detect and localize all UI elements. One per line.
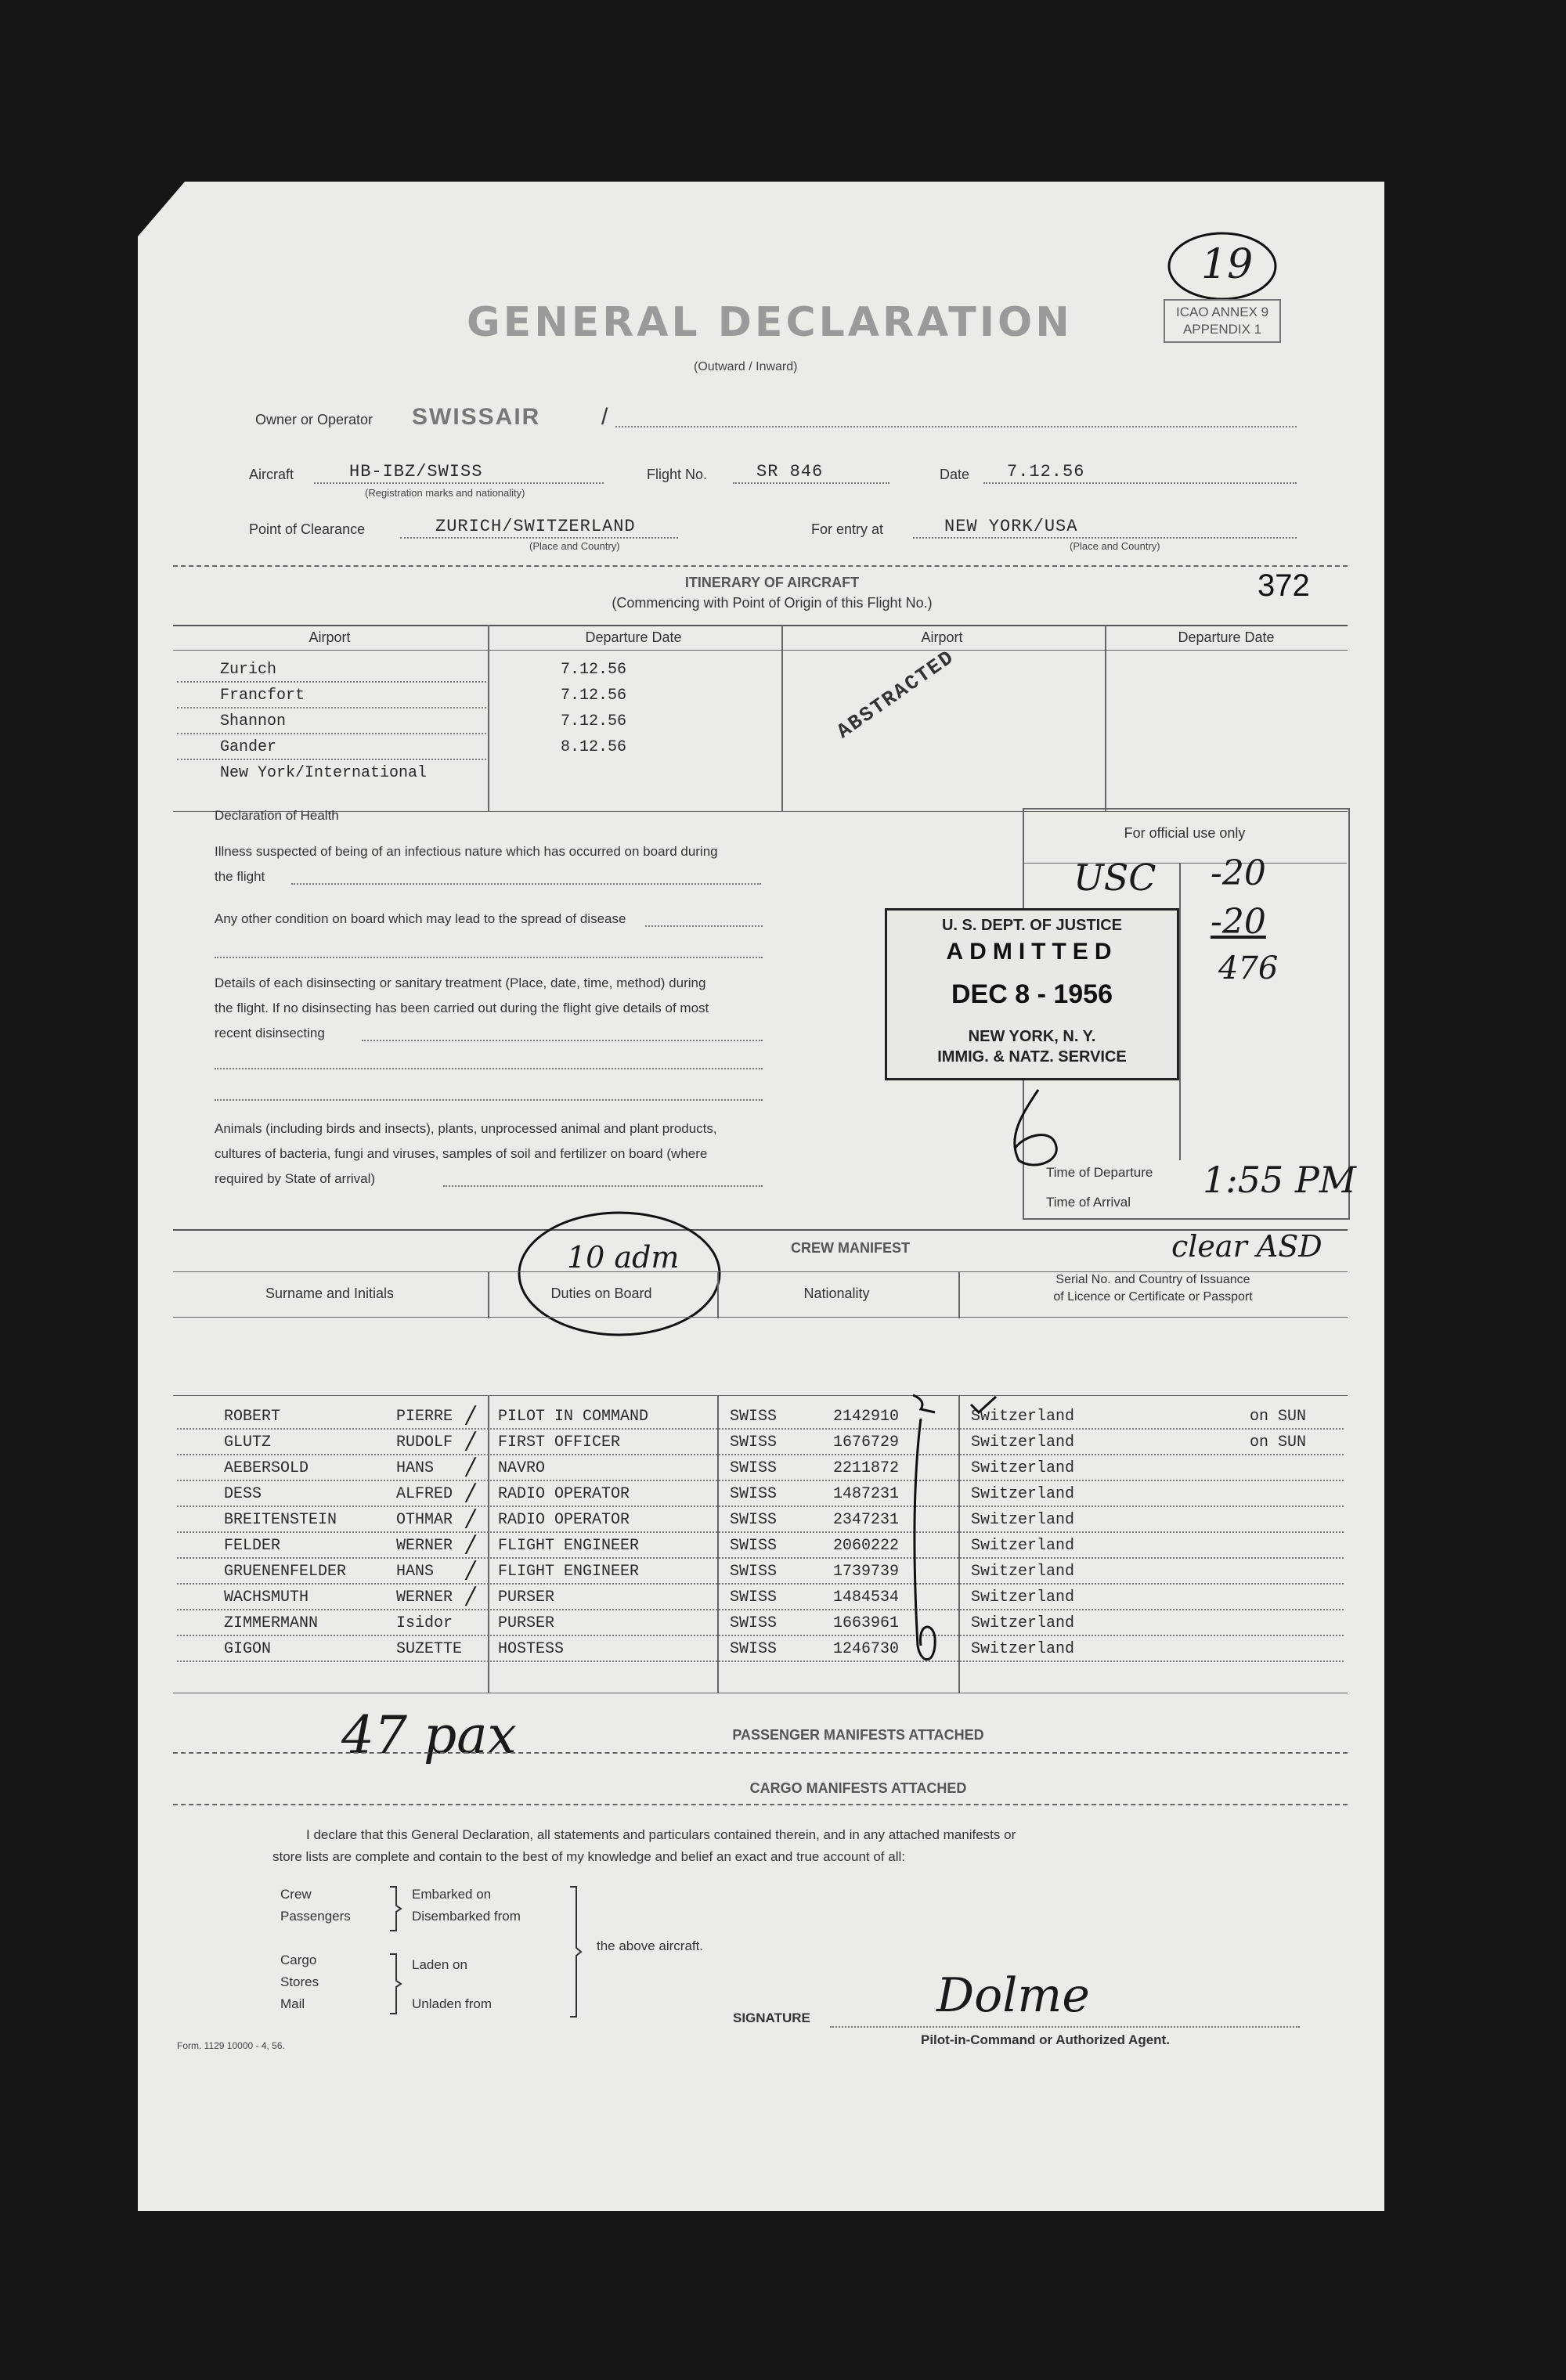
crew-col-nationality: Nationality <box>803 1286 870 1301</box>
entry-label: For entry at <box>811 521 884 537</box>
crew-nat: SWISS <box>730 1640 778 1658</box>
health-q2-line <box>645 925 763 927</box>
crew-nat: SWISS <box>730 1614 778 1632</box>
stamp-line5: IMMIG. & NATZ. SERVICE <box>937 1048 1127 1066</box>
itinerary-date-1: 7.12.56 <box>561 661 627 679</box>
itinerary-divider-3 <box>1105 625 1106 811</box>
bracket-icon-3 <box>567 1885 583 2018</box>
itinerary-subtitle: (Commencing with Point of Origin of this Flight No.) <box>612 595 933 611</box>
crew-country: Switzerland <box>971 1588 1075 1606</box>
itinerary-date-3: 7.12.56 <box>561 712 627 730</box>
crew-row-line <box>177 1506 1344 1507</box>
crew-nat: SWISS <box>730 1537 778 1555</box>
flight-value: SR 846 <box>756 462 824 481</box>
crew-row-line <box>177 1609 1344 1610</box>
itinerary-row-line-1 <box>177 681 486 683</box>
crew-country: Switzerland <box>971 1614 1075 1632</box>
crew-duty: RADIO OPERATOR <box>498 1511 630 1529</box>
crew-country: Switzerland <box>971 1433 1075 1451</box>
crew-country: Switzerland <box>971 1485 1075 1503</box>
decl-laden: Laden on <box>412 1957 467 1972</box>
crew-country: Switzerland <box>971 1511 1075 1529</box>
crew-duty: HOSTESS <box>498 1640 565 1658</box>
crew-first: Isidor <box>396 1614 453 1632</box>
owner-line <box>615 426 1297 427</box>
crew-duty: FIRST OFFICER <box>498 1433 621 1451</box>
crew-row-line <box>177 1661 1344 1662</box>
crew-nat: SWISS <box>730 1511 778 1529</box>
health-q1-line <box>291 883 761 885</box>
decl-cargo: Cargo <box>280 1953 317 1967</box>
crew-header-rule <box>173 1317 1348 1318</box>
annex-box <box>1164 299 1281 343</box>
crew-duty: PILOT IN COMMAND <box>498 1408 649 1426</box>
decl-mail: Mail <box>280 1996 305 2011</box>
crew-surname: ZIMMERMANN <box>224 1614 319 1632</box>
declaration-paper <box>138 182 1384 2211</box>
tick-mark-icon: / <box>467 1427 475 1455</box>
crew-first: HANS <box>396 1563 435 1581</box>
crew-surname: GRUENENFELDER <box>224 1563 347 1581</box>
health-q1-line2: the flight <box>215 869 265 884</box>
crew-serial: 1676729 <box>833 1433 900 1451</box>
itinerary-airport-4: Gander <box>220 738 277 756</box>
crew-duty: PURSER <box>498 1588 555 1606</box>
bracket-icon <box>387 1885 402 1932</box>
crew-duty: NAVRO <box>498 1459 546 1477</box>
health-q3-line1: Details of each disinsecting or sanitary treatment (Place, date, time, method) during <box>215 975 706 990</box>
crew-first: HANS <box>396 1459 435 1477</box>
crew-top-rule <box>173 1229 1348 1231</box>
cargo-manifests: CARGO MANIFESTS ATTACHED <box>749 1780 967 1796</box>
health-q1-line1: Illness suspected of being of an infectious nature which has occurred on board during <box>215 844 718 859</box>
crew-nat: SWISS <box>730 1485 778 1503</box>
crew-duty: FLIGHT ENGINEER <box>498 1537 640 1555</box>
aircraft-value: HB-IBZ/SWISS <box>349 462 483 481</box>
stamp-line3: DEC 8 - 1956 <box>951 979 1113 1009</box>
annex-line2: APPENDIX 1 <box>1182 322 1262 337</box>
itinerary-row-line-4 <box>177 759 486 760</box>
crew-surname: DESS <box>224 1485 262 1503</box>
official-hand-20b: -20 <box>1211 902 1266 942</box>
crew-list-top-rule <box>173 1395 1348 1396</box>
crew-col-surname: Surname and Initials <box>265 1286 395 1301</box>
form-number: Form. 1129 10000 - 4, 56. <box>177 2040 285 2051</box>
signature-label: SIGNATURE <box>733 2010 810 2025</box>
stamp-line4: NEW YORK, N. Y. <box>968 1028 1096 1045</box>
crew-row-line <box>177 1583 1344 1585</box>
decl-embarked: Embarked on <box>412 1887 492 1902</box>
crew-first: PIERRE <box>396 1408 453 1426</box>
aircraft-label: Aircraft <box>249 467 294 482</box>
crew-manifest-title: CREW MANIFEST <box>791 1240 910 1256</box>
health-q4-line1: Animals (including birds and insects), plants, unprocessed animal and plant products, <box>215 1121 717 1136</box>
clearance-label: Point of Clearance <box>249 521 366 537</box>
tick-mark-icon: / <box>467 1453 475 1480</box>
crew-header-div-3 <box>958 1271 960 1318</box>
tick-mark-icon: / <box>467 1505 475 1532</box>
date-value: 7.12.56 <box>1007 462 1085 481</box>
health-q2: Any other condition on board which may lead to the spread of disease <box>215 911 626 926</box>
official-use-title: For official use only <box>1124 825 1246 841</box>
time-of-arrival-label: Time of Arrival <box>1046 1195 1131 1210</box>
crew-row-line <box>177 1480 1344 1481</box>
flight-label: Flight No. <box>647 467 708 482</box>
crew-country: Switzerland <box>971 1563 1075 1581</box>
itinerary-divider-2 <box>781 625 783 811</box>
date-label: Date <box>940 467 970 482</box>
itinerary-airport-3: Shannon <box>220 712 287 730</box>
crew-country: Switzerland <box>971 1537 1075 1555</box>
crew-serial: 1246730 <box>833 1640 900 1658</box>
abstracted-stamp: ABSTRACTED <box>832 645 959 744</box>
crew-serial: 2211872 <box>833 1459 900 1477</box>
health-q3-line3: recent disinsecting <box>215 1026 325 1040</box>
crew-country: Switzerland <box>971 1459 1075 1477</box>
page-number-handwritten: 19 <box>1201 241 1254 288</box>
crew-note: on SUN <box>1250 1433 1307 1451</box>
clearance-value: ZURICH/SWITZERLAND <box>435 517 636 536</box>
official-hand-usc: USC <box>1073 856 1156 899</box>
crew-country: Switzerland <box>971 1640 1075 1658</box>
crew-bracket-mark <box>889 1387 968 1669</box>
document-subtitle: (Outward / Inward) <box>694 360 798 373</box>
itinerary-row-line-2 <box>177 707 486 709</box>
crew-header-div-2 <box>717 1271 719 1318</box>
itinerary-airport-1: Zurich <box>220 661 277 679</box>
crew-surname: BREITENSTEIN <box>224 1511 337 1529</box>
crew-nat: SWISS <box>730 1563 778 1581</box>
crew-nat: SWISS <box>730 1433 778 1451</box>
cargo-rule <box>173 1804 1348 1805</box>
tick-mark-icon: / <box>467 1556 475 1584</box>
clearance-line <box>400 537 678 539</box>
crew-serial: 2142910 <box>833 1408 900 1426</box>
passenger-rule <box>173 1752 1348 1754</box>
immigration-stamp <box>885 908 1179 1080</box>
official-hand-476: 476 <box>1218 950 1279 986</box>
health-q3-line2: the flight. If no disinsecting has been carried out during the flight give details of most <box>215 1001 709 1015</box>
crew-div-2 <box>717 1395 719 1693</box>
itinerary-date-2: 7.12.56 <box>561 687 627 705</box>
itinerary-col-departure2: Departure Date <box>1178 629 1275 645</box>
time-of-arrival-hand: 1:55 PM <box>1203 1159 1356 1201</box>
stamp-line2: ADMITTED <box>946 939 1118 965</box>
health-q3-line <box>362 1040 763 1041</box>
crew-row-line <box>177 1428 1344 1430</box>
crew-serial: 1739739 <box>833 1563 900 1581</box>
flight-line <box>733 482 889 484</box>
crew-first: OTHMAR <box>396 1511 453 1529</box>
signature-hand: Dolme <box>936 1968 1090 2023</box>
health-q3-line3b <box>215 1099 763 1101</box>
crew-col-serial-2: of Licence or Certificate or Passport <box>1053 1290 1253 1304</box>
itinerary-airport-5: New York/International <box>220 764 428 782</box>
crew-first: WERNER <box>396 1588 453 1606</box>
health-q3-line2b <box>215 1068 763 1069</box>
crew-note: on SUN <box>1250 1408 1307 1426</box>
declaration-line2: store lists are complete and contain to the best of my knowledge and belief an exact and true account of all: <box>272 1849 905 1864</box>
crew-div-1 <box>488 1395 489 1693</box>
passenger-count-hand: 47 pax <box>341 1705 517 1765</box>
official-hand-scribble <box>991 1082 1085 1176</box>
crew-country: Switzerland <box>971 1408 1075 1426</box>
owner-slash: / <box>601 404 608 430</box>
health-q4-line <box>443 1185 763 1187</box>
signature-note: Pilot-in-Command or Authorized Agent. <box>921 2032 1170 2047</box>
clearance-note: (Place and Country) <box>529 540 620 552</box>
entry-value: NEW YORK/USA <box>944 517 1078 536</box>
crew-nat: SWISS <box>730 1408 778 1426</box>
signature-line <box>830 2026 1300 2028</box>
doc-number: 372 <box>1257 568 1310 603</box>
official-title-rule <box>1023 863 1347 864</box>
crew-duty: PURSER <box>498 1614 555 1632</box>
crew-duty: FLIGHT ENGINEER <box>498 1563 640 1581</box>
page-number-circle <box>1164 227 1281 305</box>
health-q2-line2 <box>215 957 763 958</box>
entry-note: (Place and Country) <box>1070 540 1160 552</box>
official-hand-20a: -20 <box>1211 853 1266 893</box>
entry-line <box>913 537 1297 539</box>
crew-first: WERNER <box>396 1537 453 1555</box>
tick-mark-icon: / <box>467 1531 475 1558</box>
crew-col-serial-1: Serial No. and Country of Issuance <box>1055 1273 1250 1286</box>
tick-mark-icon: / <box>467 1582 475 1610</box>
aircraft-line <box>314 482 604 484</box>
crew-serial: 1663961 <box>833 1614 900 1632</box>
crew-duty: RADIO OPERATOR <box>498 1485 630 1503</box>
crew-first: SUZETTE <box>396 1640 463 1658</box>
crew-nat: SWISS <box>730 1459 778 1477</box>
time-of-departure-label: Time of Departure <box>1046 1165 1153 1180</box>
owner-label: Owner or Operator <box>255 412 373 427</box>
clear-hand: clear ASD <box>1171 1229 1322 1264</box>
itinerary-row-line-3 <box>177 733 486 734</box>
crew-nat: SWISS <box>730 1588 778 1606</box>
decl-stores: Stores <box>280 1974 319 1989</box>
crew-surname: WACHSMUTH <box>224 1588 309 1606</box>
bracket-icon-2 <box>387 1953 402 2015</box>
crew-serial: 1484534 <box>833 1588 900 1606</box>
decl-unladen: Unladen from <box>412 1996 493 2011</box>
crew-serial: 1487231 <box>833 1485 900 1503</box>
declaration-line1: I declare that this General Declaration, all statements and particulars contained therein, and in any attached manifests or <box>306 1827 1016 1842</box>
health-q4-line2: cultures of bacteria, fungi and viruses, samples of soil and fertilizer on board (where <box>215 1146 708 1161</box>
checkmark-icon <box>968 1394 999 1417</box>
crew-surname: GLUTZ <box>224 1433 272 1451</box>
crew-surname: GIGON <box>224 1640 272 1658</box>
tick-mark-icon: / <box>467 1479 475 1506</box>
owner-value: SWISSAIR <box>412 404 541 430</box>
health-q4-line3: required by State of arrival) <box>215 1171 376 1186</box>
crew-col-duties: Duties on Board <box>550 1286 652 1301</box>
date-line <box>983 482 1297 484</box>
crew-first: ALFRED <box>396 1485 453 1503</box>
crew-row-line <box>177 1531 1344 1533</box>
crew-circle-hand: 10 adm <box>567 1240 680 1275</box>
torn-corner <box>138 182 185 236</box>
itinerary-col-airport2: Airport <box>921 629 963 645</box>
crew-header-top-rule <box>173 1271 1348 1272</box>
crew-row-line <box>177 1454 1344 1455</box>
decl-above-aircraft: the above aircraft. <box>597 1938 704 1953</box>
itinerary-col-airport: Airport <box>309 629 351 645</box>
aircraft-note: (Registration marks and nationality) <box>365 487 525 499</box>
document-title: GENERAL DECLARATION <box>467 299 1073 346</box>
decl-crew: Crew <box>280 1887 312 1902</box>
stamp-line1: U. S. DEPT. OF JUSTICE <box>941 917 1123 934</box>
crew-header-div-1 <box>488 1271 489 1318</box>
decl-disembarked: Disembarked from <box>412 1909 521 1924</box>
health-title: Declaration of Health <box>215 808 339 823</box>
itinerary-date-4: 8.12.56 <box>561 738 627 756</box>
crew-surname: AEBERSOLD <box>224 1459 309 1477</box>
crew-surname: ROBERT <box>224 1408 281 1426</box>
passenger-manifests: PASSENGER MANIFESTS ATTACHED <box>732 1727 984 1743</box>
crew-row-line <box>177 1635 1344 1636</box>
crew-surname: FELDER <box>224 1537 281 1555</box>
itinerary-col-departure: Departure Date <box>585 629 682 645</box>
decl-passengers: Passengers <box>280 1909 351 1924</box>
itinerary-top-rule <box>173 625 1348 626</box>
crew-first: RUDOLF <box>396 1433 453 1451</box>
itinerary-title: ITINERARY OF AIRCRAFT <box>684 575 860 590</box>
header-divider <box>173 565 1348 567</box>
official-divider <box>1179 863 1181 1160</box>
crew-row-line <box>177 1557 1344 1559</box>
crew-serial: 2347231 <box>833 1511 900 1529</box>
tick-mark-icon: / <box>467 1401 475 1429</box>
itinerary-divider-1 <box>488 625 489 811</box>
crew-serial: 2060222 <box>833 1537 900 1555</box>
annex-line1: ICAO ANNEX 9 <box>1176 305 1269 319</box>
itinerary-header-rule <box>173 650 1348 651</box>
itinerary-airport-2: Francfort <box>220 687 305 705</box>
